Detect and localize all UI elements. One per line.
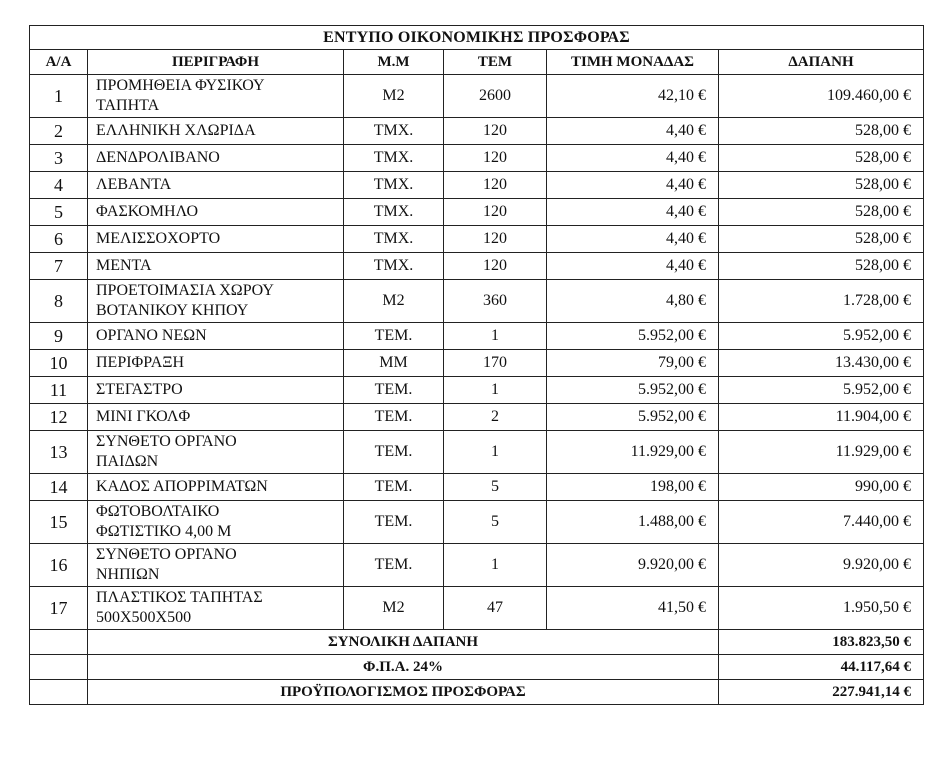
row-description [88, 172, 344, 199]
row-unit: Μ2 [344, 75, 444, 118]
row-description [88, 323, 344, 350]
row-quantity: 360 [444, 280, 547, 323]
row-unit: ΤΜΧ. [344, 253, 444, 280]
row-number: 7 [30, 253, 88, 280]
row-cost: 528,00 € [719, 118, 924, 145]
row-unit-price: 4,40 € [547, 145, 719, 172]
row-unit: ΤΜΧ. [344, 172, 444, 199]
total-cost-label: ΣΥΝΟΛΙΚΗ ΔΑΠΑΝΗ [88, 630, 719, 655]
row-unit-price: 4,40 € [547, 172, 719, 199]
row-unit: Μ2 [344, 280, 444, 323]
description-line: ΠΡΟΜΗΘΕΙΑ ΦΥΣΙΚΟΥ [96, 77, 265, 94]
row-quantity: 120 [444, 226, 547, 253]
row-unit-price: 41,50 € [547, 587, 719, 630]
row-description [88, 587, 344, 630]
table-row [30, 431, 924, 474]
table-row [30, 118, 924, 145]
row-quantity: 120 [444, 172, 547, 199]
row-number: 11 [30, 377, 88, 404]
row-number: 16 [30, 544, 88, 587]
row-unit: ΤΕΜ. [344, 501, 444, 544]
vat-value: 44.117,64 € [719, 655, 924, 680]
table-row [30, 280, 924, 323]
table-row [30, 199, 924, 226]
row-description [88, 501, 344, 544]
row-description [88, 145, 344, 172]
row-quantity: 170 [444, 350, 547, 377]
description-line: ΔΕΝΔΡΟΛΙΒΑΝΟ [96, 149, 220, 166]
description-line: ΚΑΔΟΣ ΑΠΟΡΡΙΜΑΤΩΝ [96, 478, 268, 495]
row-description [88, 474, 344, 501]
row-quantity: 120 [444, 145, 547, 172]
vat-label: Φ.Π.Α. 24% [88, 655, 719, 680]
description-line: ΜΕΝΤΑ [96, 257, 152, 274]
row-quantity: 47 [444, 587, 547, 630]
description-line: ΤΑΠΗΤΑ [96, 97, 160, 114]
table-row [30, 253, 924, 280]
description-line: ΛΕΒΑΝΤΑ [96, 176, 172, 193]
row-number: 1 [30, 75, 88, 118]
header-row [30, 50, 924, 75]
row-description [88, 75, 344, 118]
row-cost: 109.460,00 € [719, 75, 924, 118]
row-number: 8 [30, 280, 88, 323]
row-description [88, 199, 344, 226]
offer-table [29, 25, 924, 705]
row-unit-price: 1.488,00 € [547, 501, 719, 544]
row-cost: 13.430,00 € [719, 350, 924, 377]
row-description [88, 350, 344, 377]
row-unit: ΤΕΜ. [344, 404, 444, 431]
row-description [88, 377, 344, 404]
row-unit-price: 4,80 € [547, 280, 719, 323]
row-unit-price: 9.920,00 € [547, 544, 719, 587]
row-unit-price: 4,40 € [547, 118, 719, 145]
row-unit: ΤΕΜ. [344, 431, 444, 474]
row-unit: ΜΜ [344, 350, 444, 377]
table-row [30, 323, 924, 350]
description-line: ΕΛΛΗΝΙΚΗ ΧΛΩΡΙΔΑ [96, 122, 256, 139]
table-row [30, 474, 924, 501]
col-header-aa: Α/Α [30, 50, 88, 75]
row-unit: Μ2 [344, 587, 444, 630]
row-quantity: 1 [444, 544, 547, 587]
table-row [30, 404, 924, 431]
row-unit: ΤΜΧ. [344, 199, 444, 226]
row-number: 14 [30, 474, 88, 501]
row-cost: 5.952,00 € [719, 377, 924, 404]
table-row [30, 145, 924, 172]
row-number: 10 [30, 350, 88, 377]
description-line: ΣΤΕΓΑΣΤΡΟ [96, 381, 183, 398]
description-line: ΠΛΑΣΤΙΚΟΣ ΤΑΠΗΤΑΣ [96, 589, 263, 606]
col-header-unit-price: ΤΙΜΗ ΜΟΝΑΔΑΣ [547, 50, 719, 75]
row-number: 9 [30, 323, 88, 350]
table-row [30, 501, 924, 544]
row-cost: 990,00 € [719, 474, 924, 501]
total-cost-value: 183.823,50 € [719, 630, 924, 655]
table-row [30, 172, 924, 199]
row-cost: 528,00 € [719, 145, 924, 172]
row-quantity: 120 [444, 253, 547, 280]
description-line: ΠΕΡΙΦΡΑΞΗ [96, 354, 185, 371]
description-line: ΦΩΤΙΣΤΙΚΟ 4,00 Μ [96, 523, 232, 540]
row-unit-price: 42,10 € [547, 75, 719, 118]
row-quantity: 1 [444, 377, 547, 404]
row-unit-price: 79,00 € [547, 350, 719, 377]
row-unit-price: 4,40 € [547, 199, 719, 226]
total-cost-row [30, 630, 924, 655]
row-quantity: 1 [444, 431, 547, 474]
budget-row [30, 680, 924, 705]
vat-row [30, 655, 924, 680]
blank-cell [30, 680, 88, 705]
budget-label: ΠΡΟΫΠΟΛΟΓΙΣΜΟΣ ΠΡΟΣΦΟΡΑΣ [88, 680, 719, 705]
description-line: ΟΡΓΑΝΟ ΝΕΩΝ [96, 327, 207, 344]
col-header-description: ΠΕΡΙΓΡΑΦΗ [88, 50, 344, 75]
row-unit-price: 4,40 € [547, 226, 719, 253]
row-cost: 1.728,00 € [719, 280, 924, 323]
budget-value: 227.941,14 € [719, 680, 924, 705]
description-line: ΦΩΤΟΒΟΛΤΑΙΚΟ [96, 503, 220, 520]
row-unit: ΤΜΧ. [344, 145, 444, 172]
table-row [30, 226, 924, 253]
description-line: ΦΑΣΚΟΜΗΛΟ [96, 203, 199, 220]
row-quantity: 120 [444, 118, 547, 145]
row-cost: 11.904,00 € [719, 404, 924, 431]
row-unit: ΤΕΜ. [344, 544, 444, 587]
table-row [30, 587, 924, 630]
row-unit: ΤΕΜ. [344, 377, 444, 404]
row-description [88, 226, 344, 253]
row-number: 17 [30, 587, 88, 630]
col-header-unit: Μ.Μ [344, 50, 444, 75]
row-number: 6 [30, 226, 88, 253]
row-unit-price: 4,40 € [547, 253, 719, 280]
row-quantity: 5 [444, 474, 547, 501]
row-number: 13 [30, 431, 88, 474]
description-line: ΜΙΝΙ ΓΚΟΛΦ [96, 408, 191, 425]
row-quantity: 120 [444, 199, 547, 226]
row-quantity: 5 [444, 501, 547, 544]
row-description [88, 253, 344, 280]
description-line: ΠΑΙΔΩΝ [96, 453, 159, 470]
row-description [88, 280, 344, 323]
description-line: ΣΥΝΘΕΤΟ ΟΡΓΑΝΟ [96, 546, 237, 563]
row-unit: ΤΕΜ. [344, 474, 444, 501]
blank-cell [30, 630, 88, 655]
row-cost: 528,00 € [719, 253, 924, 280]
row-quantity: 2 [444, 404, 547, 431]
description-line: ΠΡΟΕΤΟΙΜΑΣΙΑ ΧΩΡΟΥ [96, 282, 274, 299]
row-number: 12 [30, 404, 88, 431]
description-line: ΜΕΛΙΣΣΟΧΟΡΤΟ [96, 230, 221, 247]
row-cost: 5.952,00 € [719, 323, 924, 350]
description-line: ΝΗΠΙΩΝ [96, 566, 160, 583]
description-line: ΣΥΝΘΕΤΟ ΟΡΓΑΝΟ [96, 433, 237, 450]
row-number: 5 [30, 199, 88, 226]
row-description [88, 431, 344, 474]
row-quantity: 2600 [444, 75, 547, 118]
row-unit-price: 198,00 € [547, 474, 719, 501]
title-row [30, 26, 924, 50]
row-unit-price: 5.952,00 € [547, 404, 719, 431]
row-cost: 528,00 € [719, 226, 924, 253]
row-cost: 9.920,00 € [719, 544, 924, 587]
row-unit: ΤΜΧ. [344, 118, 444, 145]
table-row [30, 377, 924, 404]
row-number: 15 [30, 501, 88, 544]
row-cost: 7.440,00 € [719, 501, 924, 544]
description-line: ΒΟΤΑΝΙΚΟΥ ΚΗΠΟΥ [96, 302, 249, 319]
row-unit-price: 5.952,00 € [547, 323, 719, 350]
row-cost: 528,00 € [719, 172, 924, 199]
row-number: 3 [30, 145, 88, 172]
table-row [30, 544, 924, 587]
row-unit: ΤΜΧ. [344, 226, 444, 253]
row-unit-price: 5.952,00 € [547, 377, 719, 404]
row-number: 4 [30, 172, 88, 199]
row-unit-price: 11.929,00 € [547, 431, 719, 474]
row-description [88, 404, 344, 431]
table-row [30, 75, 924, 118]
description-line: 500Χ500Χ500 [96, 609, 192, 626]
row-description [88, 118, 344, 145]
blank-cell [30, 655, 88, 680]
table-row [30, 350, 924, 377]
row-cost: 1.950,50 € [719, 587, 924, 630]
row-cost: 11.929,00 € [719, 431, 924, 474]
col-header-cost: ΔΑΠΑΝΗ [719, 50, 924, 75]
row-quantity: 1 [444, 323, 547, 350]
row-description [88, 544, 344, 587]
row-cost: 528,00 € [719, 199, 924, 226]
row-unit: ΤΕΜ. [344, 323, 444, 350]
col-header-quantity: ΤΕΜ [444, 50, 547, 75]
form-title: ΕΝΤΥΠΟ ΟΙΚΟΝΟΜΙΚΗΣ ΠΡΟΣΦΟΡΑΣ [30, 26, 924, 50]
row-number: 2 [30, 118, 88, 145]
